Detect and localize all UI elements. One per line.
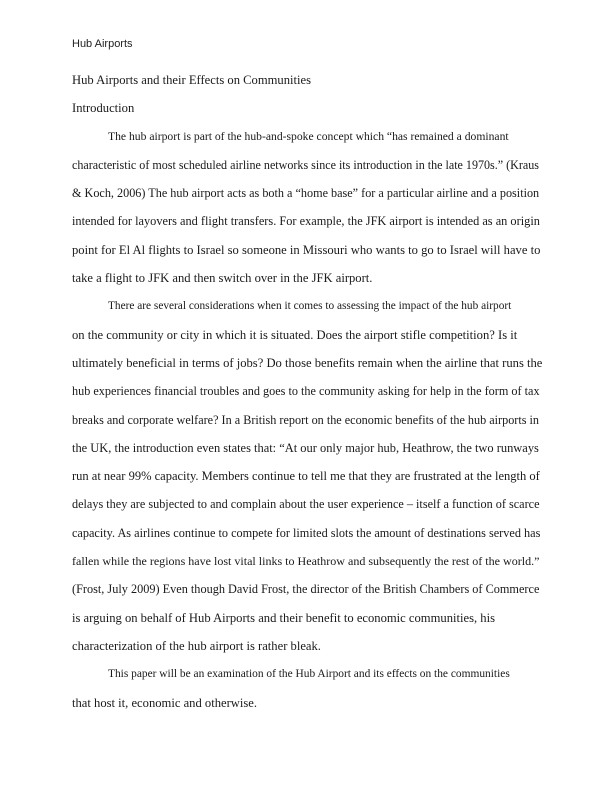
document-body	[72, 66, 542, 717]
paragraph-line: There are several considerations when it comes to assessing the impact of the hub airport	[108, 300, 512, 313]
paragraph-line: This paper will be an examination of the Hub Airport and its effects on the communities	[108, 668, 510, 681]
paragraph-line: ultimately beneficial in terms of jobs? Do those benefits remain when the airline that runs the	[72, 355, 543, 370]
paragraph-line: capacity. As airlines continue to compete for limited slots the amount of destinations served has	[72, 525, 541, 540]
paragraph-line: that host it, economic and otherwise.	[72, 695, 258, 710]
paragraph-line: The hub airport is part of the hub-and-spoke concept which “has remained a dominant	[108, 129, 509, 143]
document-title: Hub Airports and their Effects on Communities	[72, 73, 312, 87]
paragraph-line: point for El Al flights to Israel so someone in Missouri who wants to go to Israel will have to	[72, 242, 541, 257]
paragraph-line: the UK, the introduction even states that: “At our only major hub, Heathrow, the two runways	[72, 440, 539, 455]
paragraph-line: characterization of the hub airport is rather bleak.	[72, 638, 321, 653]
paragraph-line: characteristic of most scheduled airline networks since its introduction in the late 1970s.” (Kraus	[72, 157, 539, 172]
paragraph-line: run at near 99% capacity. Members continue to tell me that they are frustrated at the length of	[72, 469, 540, 484]
paragraph-line: & Koch, 2006) The hub airport acts as both a “home base” for a particular airline and a position	[72, 186, 540, 201]
paragraph-line: breaks and corporate welfare? In a British report on the economic benefits of the hub airports in	[72, 412, 540, 427]
paragraph-line: (Frost, July 2009) Even though David Frost, the director of the British Chambers of Commerce	[72, 582, 540, 597]
section-heading: Introduction	[72, 101, 135, 116]
paragraph-line: delays they are subjected to and complain about the user experience – itself a function of scarce	[72, 497, 540, 512]
paragraph-line: take a flight to JFK and then switch over in the JFK airport.	[72, 271, 373, 286]
paragraph-line: intended for layovers and flight transfers. For example, the JFK airport is intended as an origin	[72, 214, 540, 229]
paragraph-1	[72, 123, 542, 293]
paragraph-2	[72, 292, 542, 660]
paragraph-3	[72, 660, 542, 717]
paragraph-line: on the community or city in which it is situated. Does the airport stifle competition? Is it	[72, 327, 518, 342]
paragraph-line: hub experiences financial troubles and goes to the community asking for help in the form of tax	[72, 384, 540, 399]
paragraph-line: is arguing on behalf of Hub Airports and their benefit to economic communities, his	[72, 610, 495, 625]
running-head: Hub Airports	[72, 38, 133, 50]
paragraph-line: fallen while the regions have lost vital links to Heathrow and subsequently the rest of the world.”	[72, 554, 540, 569]
